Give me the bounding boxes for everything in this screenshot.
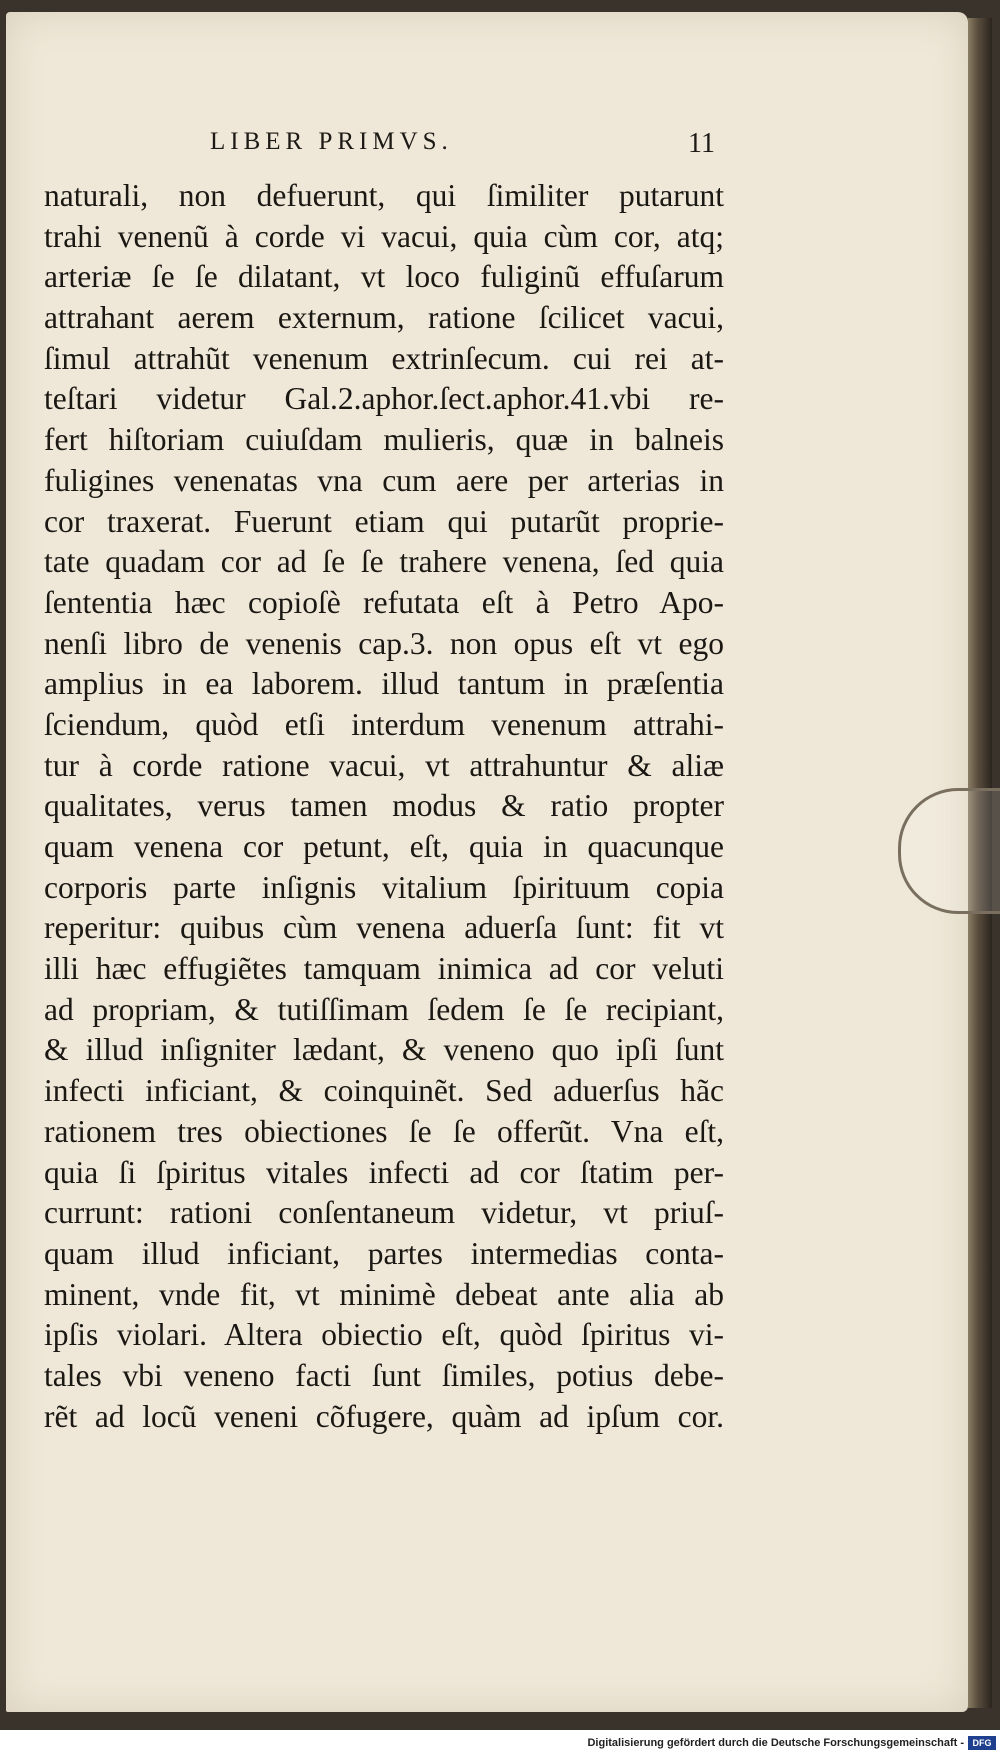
text-line: fuligines venenatas vna cum aere per arterias in (44, 462, 724, 498)
text-line: infecti inficiant, & coinquinẽt. Sed aduerſus hãc (44, 1073, 724, 1109)
text-line: trahi venenũ à corde vi vacui, quia cùm cor, atq; (44, 218, 724, 254)
text-line: illi hæc effugiẽtes tamquam inimica ad cor veluti (44, 951, 724, 987)
text-line: quam venena cor petunt, eſt, quia in quacunque (44, 829, 724, 864)
text-line: arteriæ ſe ſe dilatant, vt loco fuliginũ effuſarum (44, 259, 724, 295)
text-line: rẽt ad locũ veneni cõfugere, quàm ad ipſum cor. (44, 1398, 724, 1434)
text-line: amplius in ea laborem. illud tantum in præſentia (44, 666, 724, 702)
text-line: nenſi libro de venenis cap.3. non opus eſt vt ego (44, 625, 724, 661)
text-line: quam illud inficiant, partes intermedias conta- (44, 1235, 724, 1271)
text-line: ſciendum, quòd etſi interdum venenum attrahi- (44, 706, 724, 742)
text-line: ad propriam, & tutiſſimam ſedem ſe ſe recipiant, (44, 991, 724, 1027)
text-line: qualitates, verus tamen modus & ratio propter (44, 788, 724, 824)
text-line: attrahant aerem externum, ratione ſcilicet vacui, (44, 300, 724, 336)
text-line: tur à corde ratione vacui, vt attrahuntur & aliæ (44, 747, 724, 783)
text-line: tate quadam cor ad ſe ſe trahere venena, ſed quia (44, 544, 724, 580)
book-clasp (898, 788, 1000, 914)
text-line: ſimul attrahũt venenum extrinſecum. cui rei at- (44, 340, 724, 376)
running-head: LIBER PRIMVS. (210, 128, 453, 155)
body-text (44, 176, 724, 1437)
text-line: ſententia hæc copioſè refutata eſt à Petro Apo- (44, 584, 724, 620)
text-line: quia ſi ſpiritus vitales infecti ad cor ſtatim per- (44, 1154, 724, 1190)
text-line: & illud inſigniter lædant, & veneno quo ipſi ſunt (44, 1032, 724, 1068)
dfg-logo: DFG (968, 1736, 996, 1750)
text-line: corporis parte inſignis vitalium ſpirituum copia (44, 869, 724, 905)
text-line: fert hiſtoriam cuiuſdam mulieris, quæ in balneis (44, 422, 724, 458)
text-line: cor traxerat. Fuerunt etiam qui putarũt proprie- (44, 503, 724, 539)
text-line: naturali, non defuerunt, qui ſimiliter putarunt (44, 178, 724, 213)
text-line: currunt: rationi conſentaneum videtur, vt priuſ- (44, 1195, 724, 1231)
text-line: minent, vnde fit, vt minimè debeat ante alia ab (44, 1276, 724, 1312)
text-line: ipſis violari. Altera obiectio eſt, quòd ſpiritus vi- (44, 1317, 724, 1353)
text-line: tales vbi veneno facti ſunt ſimiles, potius debe- (44, 1357, 724, 1393)
text-line: teſtari videtur Gal.2.aphor.ſect.aphor.41.vbi re- (44, 381, 724, 417)
text-line: reperitur: quibus cùm venena aduerſa ſunt: fit vt (44, 910, 724, 946)
page-number: 11 (688, 128, 715, 159)
text-line: rationem tres obiectiones ſe ſe offerũt. Vna eſt, (44, 1113, 724, 1149)
funding-credit: Digitalisierung gefördert durch die Deutsche Forschungsgemeinschaft - (587, 1737, 964, 1749)
